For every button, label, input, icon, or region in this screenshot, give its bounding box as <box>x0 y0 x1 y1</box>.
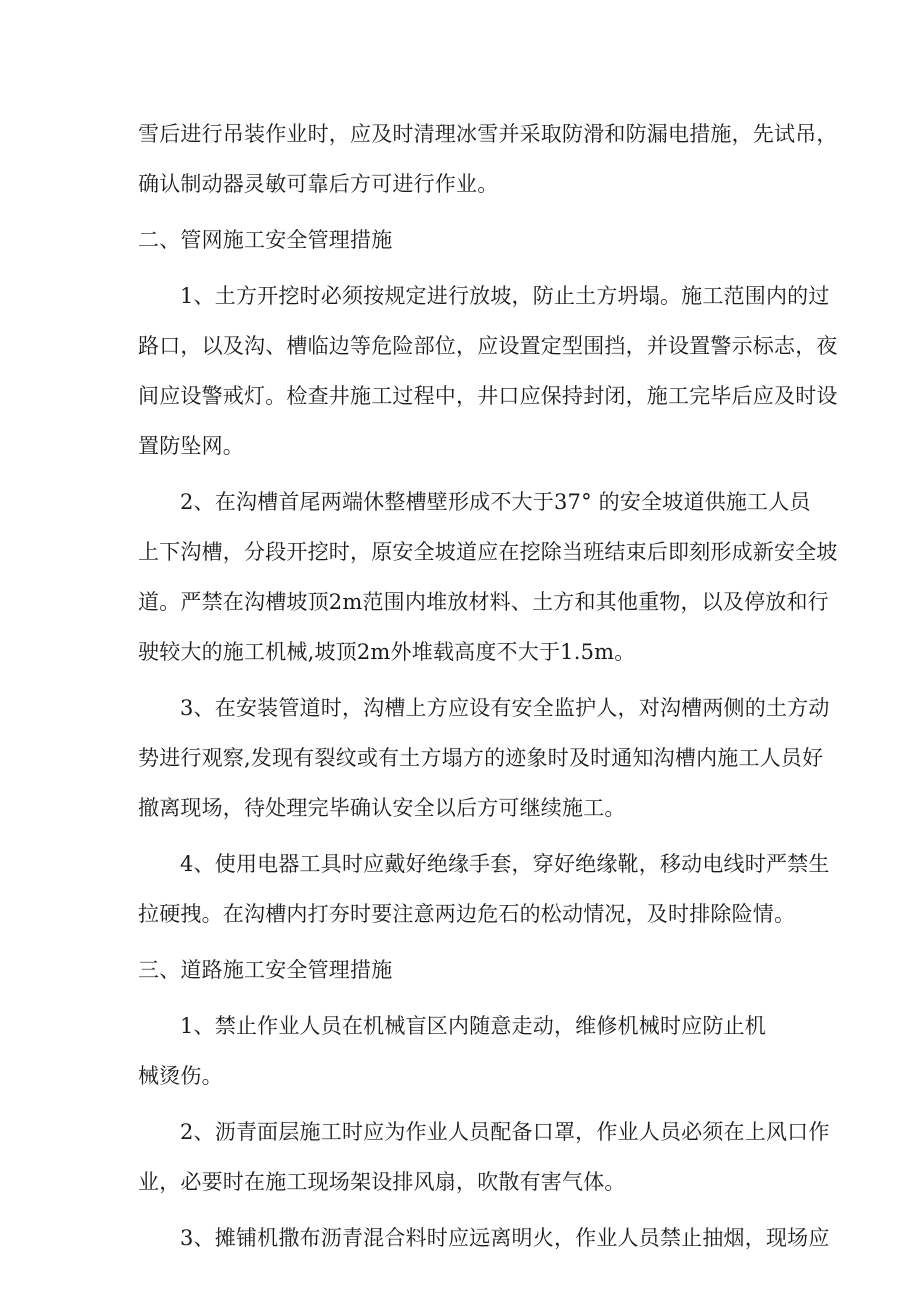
text-line: 2、在沟槽首尾两端休整槽壁形成不大于37° 的安全坡道供施工人员 <box>180 490 811 514</box>
text-line: 上下沟槽，分段开挖时，原安全坡道应在挖除当班结束后即刻形成新安全坡 <box>138 540 838 564</box>
text-line: 道。严禁在沟槽坡顶2m范围内堆放材料、土方和其他重物，以及停放和行 <box>138 590 829 614</box>
text-line: 路口，以及沟、槽临边等危险部位，应设置定型围挡，并设置警示标志，夜 <box>138 334 838 358</box>
text-line: 3、在安装管道时，沟槽上方应设有安全监护人，对沟槽两侧的土方动 <box>180 696 830 720</box>
text-line: 3、摊铺机撒布沥青混合料时应远离明火，作业人员禁止抽烟，现场应 <box>180 1226 830 1250</box>
text-line: 2、沥青面层施工时应为作业人员配备口罩，作业人员必须在上风口作 <box>180 1120 830 1144</box>
text-line: 1、土方开挖时必须按规定进行放坡，防止土方坍塌。施工范围内的过 <box>180 284 830 308</box>
text-line: 4、使用电器工具时应戴好绝缘手套，穿好绝缘靴，移动电线时严禁生 <box>180 852 830 876</box>
text-line: 间应设警戒灯。检查井施工过程中，井口应保持封闭，施工完毕后应及时设 <box>138 384 838 408</box>
text-line: 驶较大的施工机械,坡顶2m外堆载高度不大于1.5m。 <box>138 640 636 664</box>
section-heading: 三、道路施工安全管理措施 <box>138 958 393 982</box>
text-line: 撤离现场，待处理完毕确认安全以后方可继续施工。 <box>138 796 626 820</box>
text-line: 业，必要时在施工现场架设排风扇，吹散有害气体。 <box>138 1170 626 1194</box>
text-line: 械烫伤。 <box>138 1064 223 1088</box>
text-line: 雪后进行吊装作业时，应及时清理冰雪并采取防滑和防漏电措施，先试吊， <box>138 122 838 146</box>
section-heading: 二、管网施工安全管理措施 <box>138 228 393 252</box>
text-line: 置防坠网。 <box>138 434 244 458</box>
text-line: 拉硬拽。在沟槽内打夯时要注意两边危石的松动情况，及时排除险情。 <box>138 902 796 926</box>
text-line: 1、禁止作业人员在机械盲区内随意走动，维修机械时应防止机 <box>180 1014 766 1038</box>
text-line: 确认制动器灵敏可靠后方可进行作业。 <box>138 172 499 196</box>
text-line: 势进行观察,发现有裂纹或有土方塌方的迹象时及时通知沟槽内施工人员好 <box>138 746 824 770</box>
